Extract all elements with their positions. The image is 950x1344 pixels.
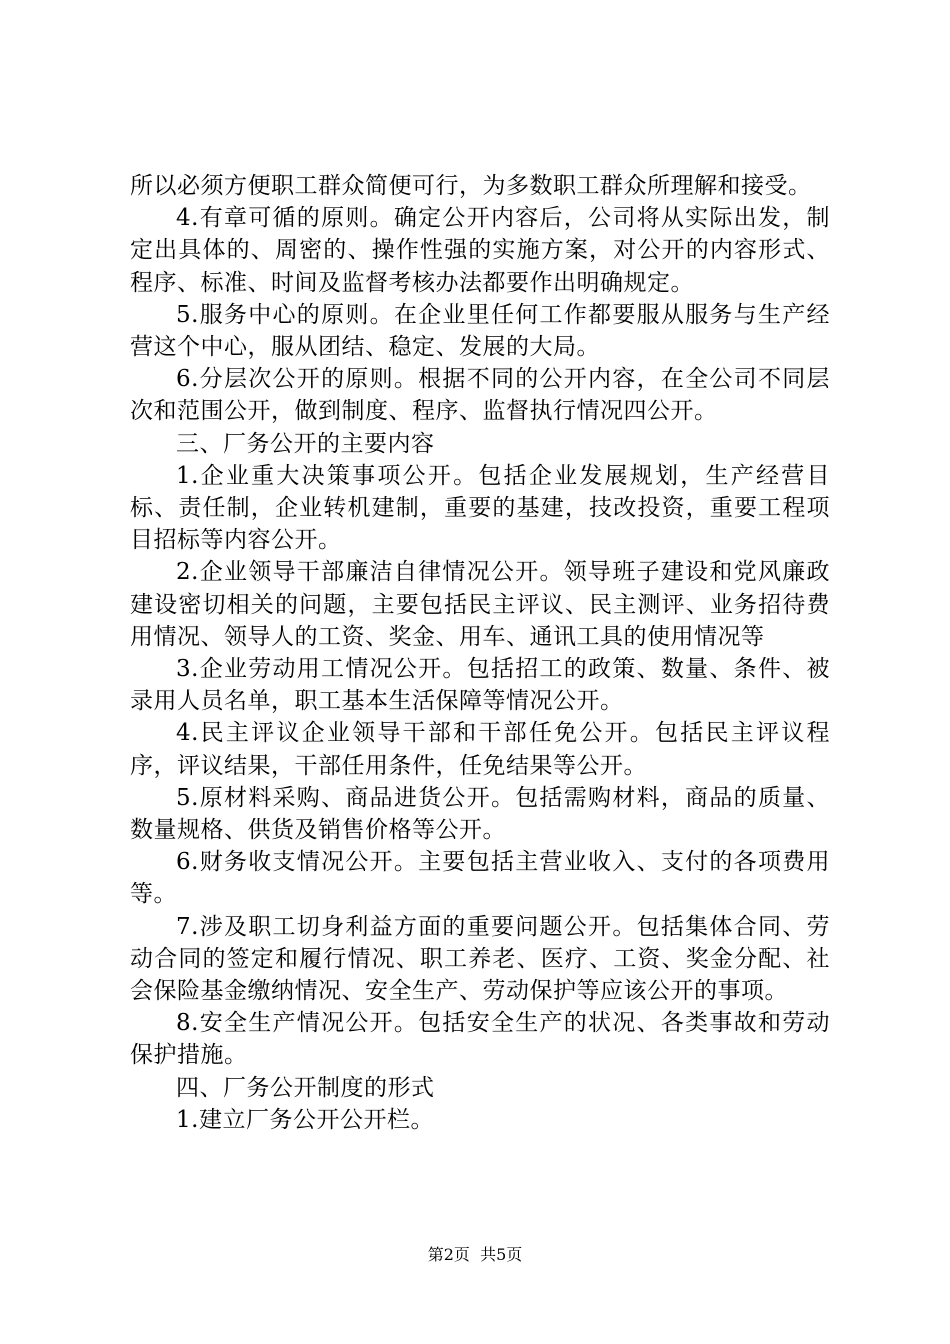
body-paragraph: 所以必须方便职工群众简便可行，为多数职工群众所理解和接受。	[130, 173, 812, 199]
body-paragraph: 三、厂务公开的主要内容	[176, 430, 435, 457]
body-paragraph: 7.涉及职工切身利益方面的重要问题公开。包括集体合同、劳动合同的签定和履行情况、职工养老、医疗、工资、奖金分配、社会保险基金缴纳情况、安全生产、劳动保护等应该公开的事项。	[130, 913, 830, 1005]
page-number: 第2页	[427, 1245, 470, 1264]
body-paragraph: 四、厂务公开制度的形式	[176, 1074, 435, 1101]
document-body	[130, 170, 830, 1136]
page-total: 共5页	[480, 1245, 523, 1264]
body-paragraph: 1.企业重大决策事项公开。包括企业发展规划，生产经营目标、责任制，企业转机建制，重要的基建，技改投资，重要工程项目招标等内容公开。	[130, 462, 830, 554]
page-footer	[0, 1245, 950, 1265]
body-paragraph: 5.服务中心的原则。在企业里任何工作都要服从服务与生产经营这个中心，服从团结、稳定、发展的大局。	[130, 301, 830, 361]
body-paragraph: 2.企业领导干部廉洁自律情况公开。领导班子建设和党风廉政建设密切相关的问题，主要包括民主评议、民主测评、业务招待费用情况、领导人的工资、奖金、用车、通讯工具的使用情况等	[130, 559, 830, 650]
body-paragraph: 6.财务收支情况公开。主要包括主营业收入、支付的各项费用等。	[130, 849, 830, 908]
body-paragraph: 4.有章可循的原则。确定公开内容后，公司将从实际出发，制定出具体的、周密的、操作性强的实施方案，对公开的内容形式、程序、标准、时间及监督考核办法都要作出明确规定。	[130, 205, 830, 296]
body-paragraph: 3.企业劳动用工情况公开。包括招工的政策、数量、条件、被录用人员名单，职工基本生活保障等情况公开。	[130, 656, 830, 715]
body-paragraph: 4.民主评议企业领导干部和干部任免公开。包括民主评议程序，评议结果，干部任用条件，任免结果等公开。	[130, 720, 830, 779]
body-paragraph: 1.建立厂务公开公开栏。	[176, 1106, 434, 1133]
body-paragraph: 8.安全生产情况公开。包括安全生产的状况、各类事故和劳动保护措施。	[130, 1010, 830, 1069]
body-paragraph: 5.原材料采购、商品进货公开。包括需购材料，商品的质量、数量规格、供货及销售价格等公开。	[130, 784, 830, 844]
body-paragraph: 6.分层次公开的原则。根据不同的公开内容，在全公司不同层次和范围公开，做到制度、程序、监督执行情况四公开。	[130, 366, 830, 425]
